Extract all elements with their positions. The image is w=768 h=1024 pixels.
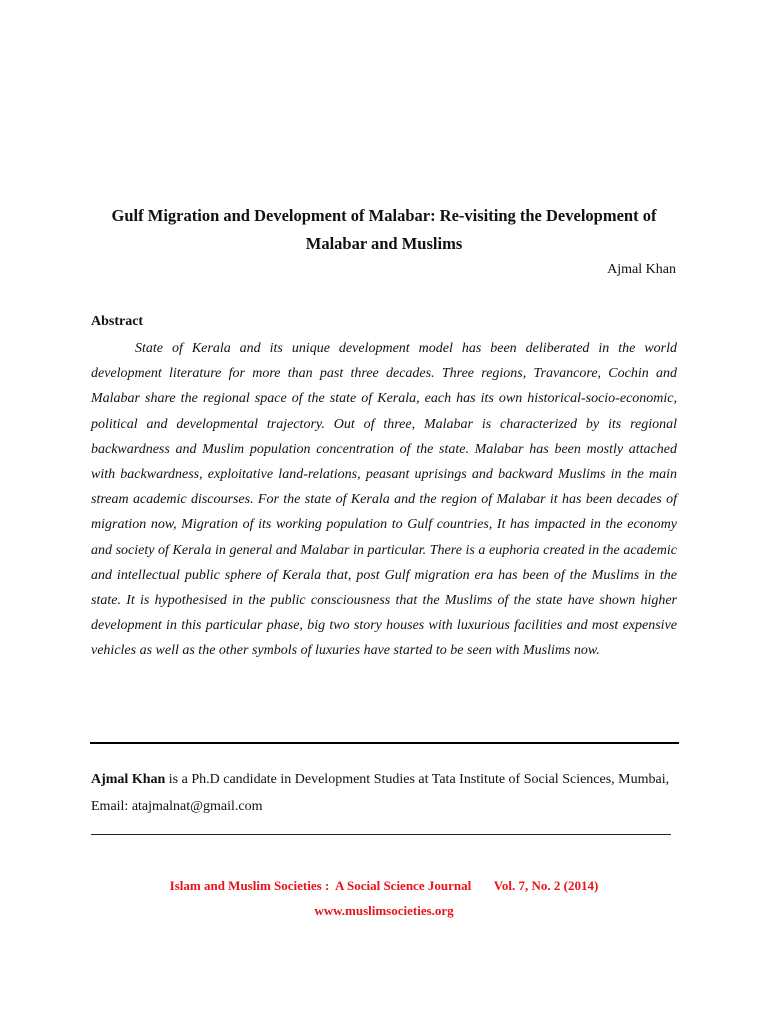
journal-url[interactable]: www.muslimsocieties.org [314, 903, 454, 918]
bio-text: is a Ph.D candidate in Development Studies at Tata Institute of Social Sciences, Mumbai, Email: atajmalnat@gmail.com [91, 772, 670, 814]
author-name: Ajmal Khan [607, 262, 676, 277]
journal-volume: Vol. 7, No. 2 (2014) [493, 878, 599, 893]
abstract-heading: Abstract [91, 314, 144, 329]
footnote-divider [91, 834, 671, 835]
section-divider [90, 742, 679, 744]
abstract-body: State of Kerala and its unique development model has been deliberated in the world development literature for more than past three decades. Three regions, Travancore, Cochin and Malabar share the regional space of the state of Kerala, each has its own historical-socio-economic, political and developmental trajectory. Out of three, Malabar is characterized by its regional backwardness and Muslim population concentration of the state. Malabar has been mostly attached with backwardness, exploitative land-relations, peasant uprisings and backward Muslims in the main stream academic discourses. For the state of Kerala and the region of Malabar it has been decades of migration now, Migration of its working population to Gulf countries, It has impacted in the economy and society of Kerala in general and Malabar in particular. There is a euphoria created in the academic and intellectual public sphere of Kerala that, post Gulf migration era has been of the Muslims in the state. It is hypothesised in the public consciousness that the Muslims of the state have shown higher development in this particular phase, big two story houses with luxurious facilities and most expensive vehicles as well as the other symbols of luxuries have started to be seen with Muslims now. [91, 341, 677, 659]
journal-citation [0, 877, 768, 895]
author-bio [91, 766, 679, 820]
bio-author-name: Ajmal Khan [91, 772, 166, 787]
paper-title: Gulf Migration and Development of Malabar: Re-visiting the Development of Malabar and Muslims [111, 206, 657, 253]
journal-name: Islam and Muslim Societies : A Social Science Journal [169, 878, 472, 893]
